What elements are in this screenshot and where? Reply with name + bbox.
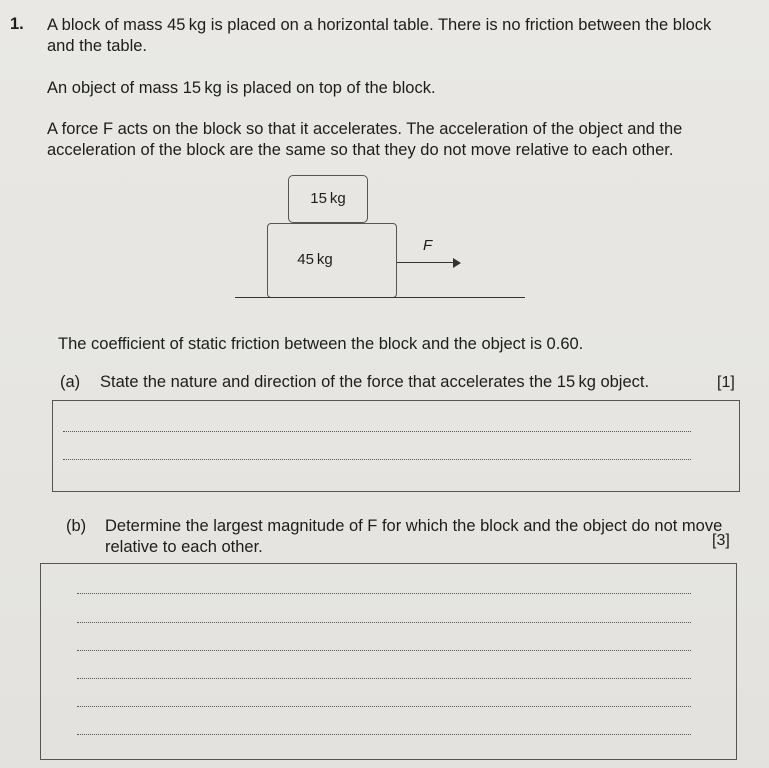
- top-block-label: 15 kg: [310, 190, 346, 207]
- answer-line: [77, 678, 691, 679]
- answer-box-a[interactable]: [52, 400, 740, 492]
- intro-line-2: and the table.: [47, 37, 147, 55]
- part-b-marks: [3]: [712, 532, 730, 549]
- answer-line: [63, 459, 691, 460]
- table-surface: [235, 297, 525, 298]
- intro-line-1: A block of mass 45 kg is placed on a horizontal table. There is no friction between the block: [47, 16, 712, 34]
- bottom-block: [267, 223, 397, 298]
- force-line-2: acceleration of the block are the same so that they do not move relative to each other.: [47, 141, 674, 159]
- answer-line: [77, 734, 691, 735]
- friction-line: The coefficient of static friction between the block and the object is 0.60.: [58, 335, 584, 353]
- part-b-label: (b): [66, 517, 87, 535]
- answer-line: [77, 622, 691, 623]
- answer-line: [63, 431, 691, 432]
- block-diagram: [230, 170, 540, 305]
- answer-line: [77, 593, 691, 594]
- force-label: F: [423, 237, 433, 254]
- force-arrow-line: [397, 262, 455, 263]
- bottom-block-label: 45 kg: [297, 251, 333, 268]
- object-line: An object of mass 15 kg is placed on top of the block.: [47, 79, 436, 97]
- answer-line: [77, 650, 691, 651]
- force-line-1: A force F acts on the block so that it accelerates. The acceleration of the object and the: [47, 120, 683, 138]
- part-a-label: (a): [60, 373, 81, 391]
- part-b-text-line-2: relative to each other.: [105, 538, 263, 556]
- part-b-text-line-1: Determine the largest magnitude of F for which the block and the object do not move: [105, 517, 723, 535]
- question-number: 1.: [10, 15, 24, 33]
- answer-box-b[interactable]: [40, 563, 737, 760]
- answer-line: [77, 706, 691, 707]
- part-a-marks: [1]: [717, 374, 735, 391]
- top-block: [288, 175, 368, 223]
- part-a-text: State the nature and direction of the force that accelerates the 15 kg object.: [100, 373, 650, 391]
- arrow-head-icon: [453, 258, 461, 268]
